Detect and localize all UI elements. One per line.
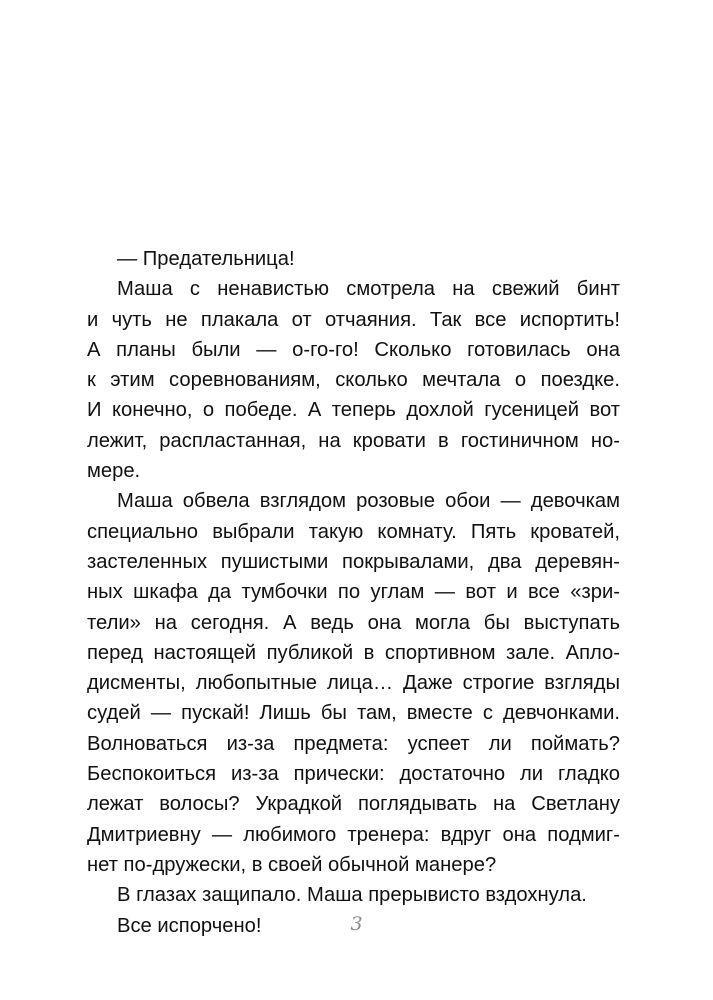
text-line: дисменты, любопытные лица… Даже строгие взгляды <box>87 672 620 695</box>
text-line: мере. <box>87 460 141 483</box>
text-line: к этим соревнованиям, сколько мечтала о поездке. <box>87 369 620 392</box>
text-line: Маша с ненавистью смотрела на свежий бинт <box>117 278 620 301</box>
text-line: Беспокоиться из-за прически: достаточно ли гладко <box>87 763 620 786</box>
text-line: перед настоящей публикой в спортивном зале. Апло- <box>87 641 620 664</box>
text-line: нет по-дружески, в своей обычной манере? <box>87 853 497 876</box>
text-line: Волноваться из-за предмета: успеет ли поймать? <box>87 732 620 755</box>
text-line: А планы были — о-го-го! Сколько готовилась она <box>87 338 620 361</box>
text-line: И конечно, о победе. А теперь дохлой гусеницей вот <box>87 399 620 422</box>
text-line: В глазах защипало. Маша прерывисто вздохнула. <box>117 884 587 907</box>
text-line: специально выбрали такую комнату. Пять кроватей, <box>87 520 620 543</box>
text-line: Дмитриевну — любимого тренера: вдруг она подмиг- <box>87 823 620 846</box>
text-line: лежат волосы? Украдкой поглядывать на Светлану <box>87 793 620 816</box>
text-line: лежит, распластанная, на кровати в гостиничном но- <box>87 429 620 452</box>
text-line: — Предательница! <box>117 248 295 270</box>
text-line: Все испорчено! <box>117 914 262 937</box>
text-line: застеленных пушистыми покрывалами, два деревян- <box>87 550 620 573</box>
text-line: ных шкафа да тумбочки по углам — вот и все «зри- <box>87 581 620 604</box>
text-line: тели» на сегодня. А ведь она могла бы выступать <box>87 611 620 634</box>
body-text <box>87 244 620 941</box>
text-line: и чуть не плакала от отчаяния. Так все испортить! <box>87 308 620 331</box>
text-line: Маша обвела взглядом розовые обои — девочкам <box>117 490 620 513</box>
text-line: судей — пускай! Лишь бы там, вместе с девчонками. <box>87 702 620 725</box>
page-number: 3 <box>350 913 363 935</box>
